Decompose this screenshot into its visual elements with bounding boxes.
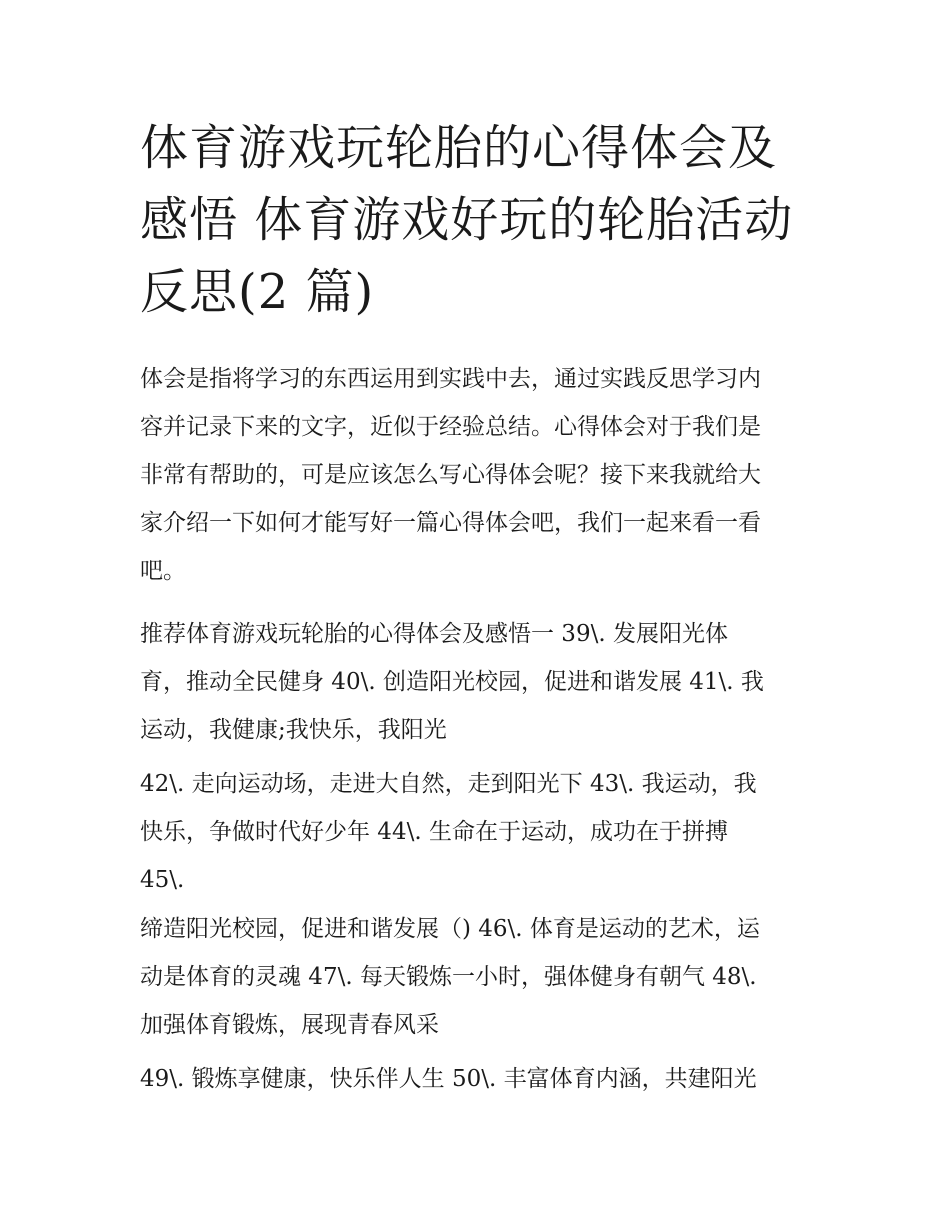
text-line: 49\. 锻炼享健康，快乐伴人生 50\. 丰富体育内涵，共建阳光 xyxy=(140,1066,757,1092)
section-paragraph-4 xyxy=(140,1055,830,1103)
section-paragraph-1 xyxy=(140,610,830,754)
text-line: 非常有帮助的，可是应该怎么写心得体会呢？接下来我就给大 xyxy=(140,462,761,488)
section-paragraph-3 xyxy=(140,905,830,1049)
text-line: 加强体育锻炼，展现青春风采 xyxy=(140,1012,439,1038)
text-line: 容并记录下来的文字，近似于经验总结。心得体会对于我们是 xyxy=(140,414,761,440)
intro-paragraph xyxy=(140,355,830,595)
text-line: 推荐体育游戏玩轮胎的心得体会及感悟一 39\. 发展阳光体 xyxy=(140,621,728,647)
text-line: 42\. 走向运动场，走进大自然，走到阳光下 43\. 我运动，我 xyxy=(140,771,757,797)
text-line: 缔造阳光校园，促进和谐发展（) 46\. 体育是运动的艺术，运 xyxy=(140,916,760,942)
text-line: 运动，我健康;我快乐，我阳光 xyxy=(140,717,447,743)
title-line: 体育游戏玩轮胎的心得体会及 xyxy=(140,120,778,176)
text-line: 快乐，争做时代好少年 44\. 生命在于运动，成功在于拼搏 xyxy=(140,819,728,845)
text-line: 动是体育的灵魂 47\. 每天锻炼一小时，强体健身有朝气 48\. xyxy=(140,964,757,990)
text-line: 吧。 xyxy=(140,558,186,584)
text-line: 育，推动全民健身 40\. 创造阳光校园，促进和谐发展 41\. 我 xyxy=(140,669,764,695)
section-paragraph-2 xyxy=(140,760,830,904)
text-line: 45\. xyxy=(140,867,185,893)
title-line: 感悟 体育游戏好玩的轮胎活动 xyxy=(140,192,794,248)
text-line: 体会是指将学习的东西运用到实践中去，通过实践反思学习内 xyxy=(140,366,761,392)
title-line: 反思(2 篇) xyxy=(140,264,375,320)
text-line: 家介绍一下如何才能写好一篇心得体会吧，我们一起来看一看 xyxy=(140,510,761,536)
document-title xyxy=(140,112,830,328)
